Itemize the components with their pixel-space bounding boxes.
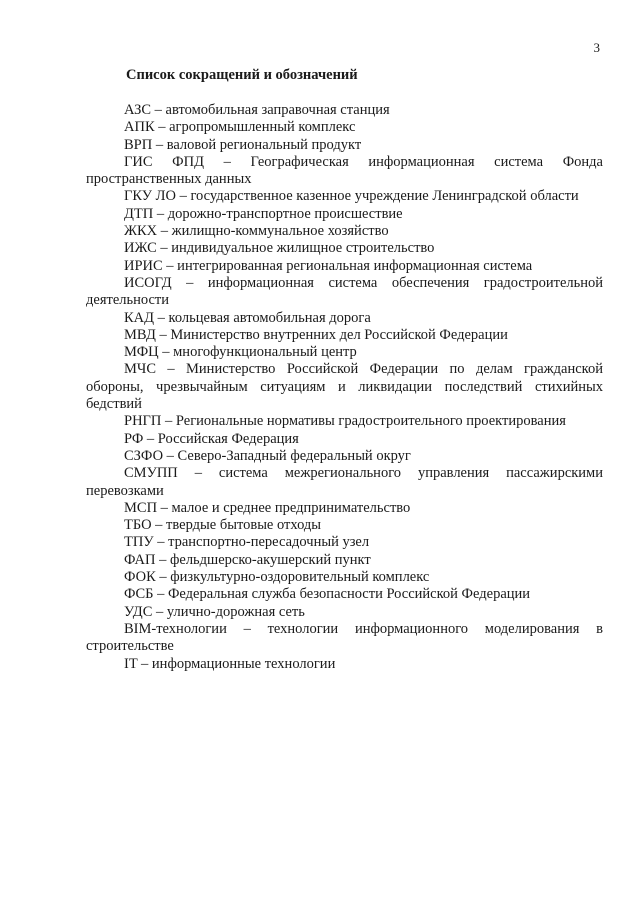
abbreviation-entry: УДС – улично-дорожная сеть [124, 603, 305, 620]
abbreviation-entry: КАД – кольцевая автомобильная дорога [124, 309, 371, 326]
abbreviation-entry: МЧС – Министерство Российской Федерации по делам гражданской обороны, чрезвычайным ситуациям и ликвидации последствий стихийных бедствий [86, 361, 603, 413]
page-title: Список сокращений и обозначений [126, 67, 358, 83]
abbreviation-entry: ИЖС – индивидуальное жилищное строительство [124, 240, 435, 257]
abbreviation-entry: МВД – Министерство внутренних дел Российской Федерации [124, 326, 508, 343]
abbreviation-list [86, 102, 603, 673]
abbreviation-entry: IT – информационные технологии [124, 655, 336, 672]
abbreviation-entry: СМУПП – система межрегионального управления пассажирскими перевозками [86, 465, 603, 499]
abbreviation-entry: ТПУ – транспортно-пересадочный узел [124, 534, 370, 551]
abbreviation-entry: BIM-технологии – технологии информационного моделирования в строительстве [86, 620, 603, 655]
abbreviation-entry: ВРП – валовой региональный продукт [124, 136, 362, 153]
abbreviation-entry: АПК – агропромышленный комплекс [124, 119, 356, 136]
abbreviation-entry: ФАП – фельдшерско-акушерский пункт [124, 551, 371, 568]
abbreviation-entry: ГКУ ЛО – государственное казенное учреждение Ленинградской области [124, 188, 579, 205]
abbreviation-entry: МФЦ – многофункциональный центр [124, 344, 357, 361]
abbreviation-entry: ТБО – твердые бытовые отходы [124, 517, 322, 534]
abbreviation-entry: АЗС – автомобильная заправочная станция [124, 102, 390, 118]
abbreviation-entry: МСП – малое и среднее предпринимательство [124, 499, 411, 516]
abbreviation-entry: ГИС ФПД – Географическая информационная система Фонда пространственных данных [86, 153, 603, 188]
abbreviation-entry: РФ – Российская Федерация [124, 430, 299, 447]
abbreviation-entry: ЖКХ – жилищно-коммунальное хозяйство [124, 223, 389, 240]
abbreviation-entry: ДТП – дорожно-транспортное происшествие [124, 205, 403, 222]
abbreviation-entry: РНГП – Региональные нормативы градостроительного проектирования [124, 413, 566, 430]
abbreviation-entry: ФСБ – Федеральная служба безопасности Российской Федерации [124, 586, 531, 603]
abbreviation-entry: ИРИС – интегрированная региональная информационная система [124, 257, 533, 274]
page-number: 3 [593, 40, 600, 55]
abbreviation-entry: ФОК – физкультурно-оздоровительный комплекс [124, 569, 430, 586]
abbreviation-entry: ИСОГД – информационная система обеспечения градостроительной деятельности [86, 274, 603, 309]
abbreviation-entry: СЗФО – Северо-Западный федеральный округ [124, 447, 411, 464]
